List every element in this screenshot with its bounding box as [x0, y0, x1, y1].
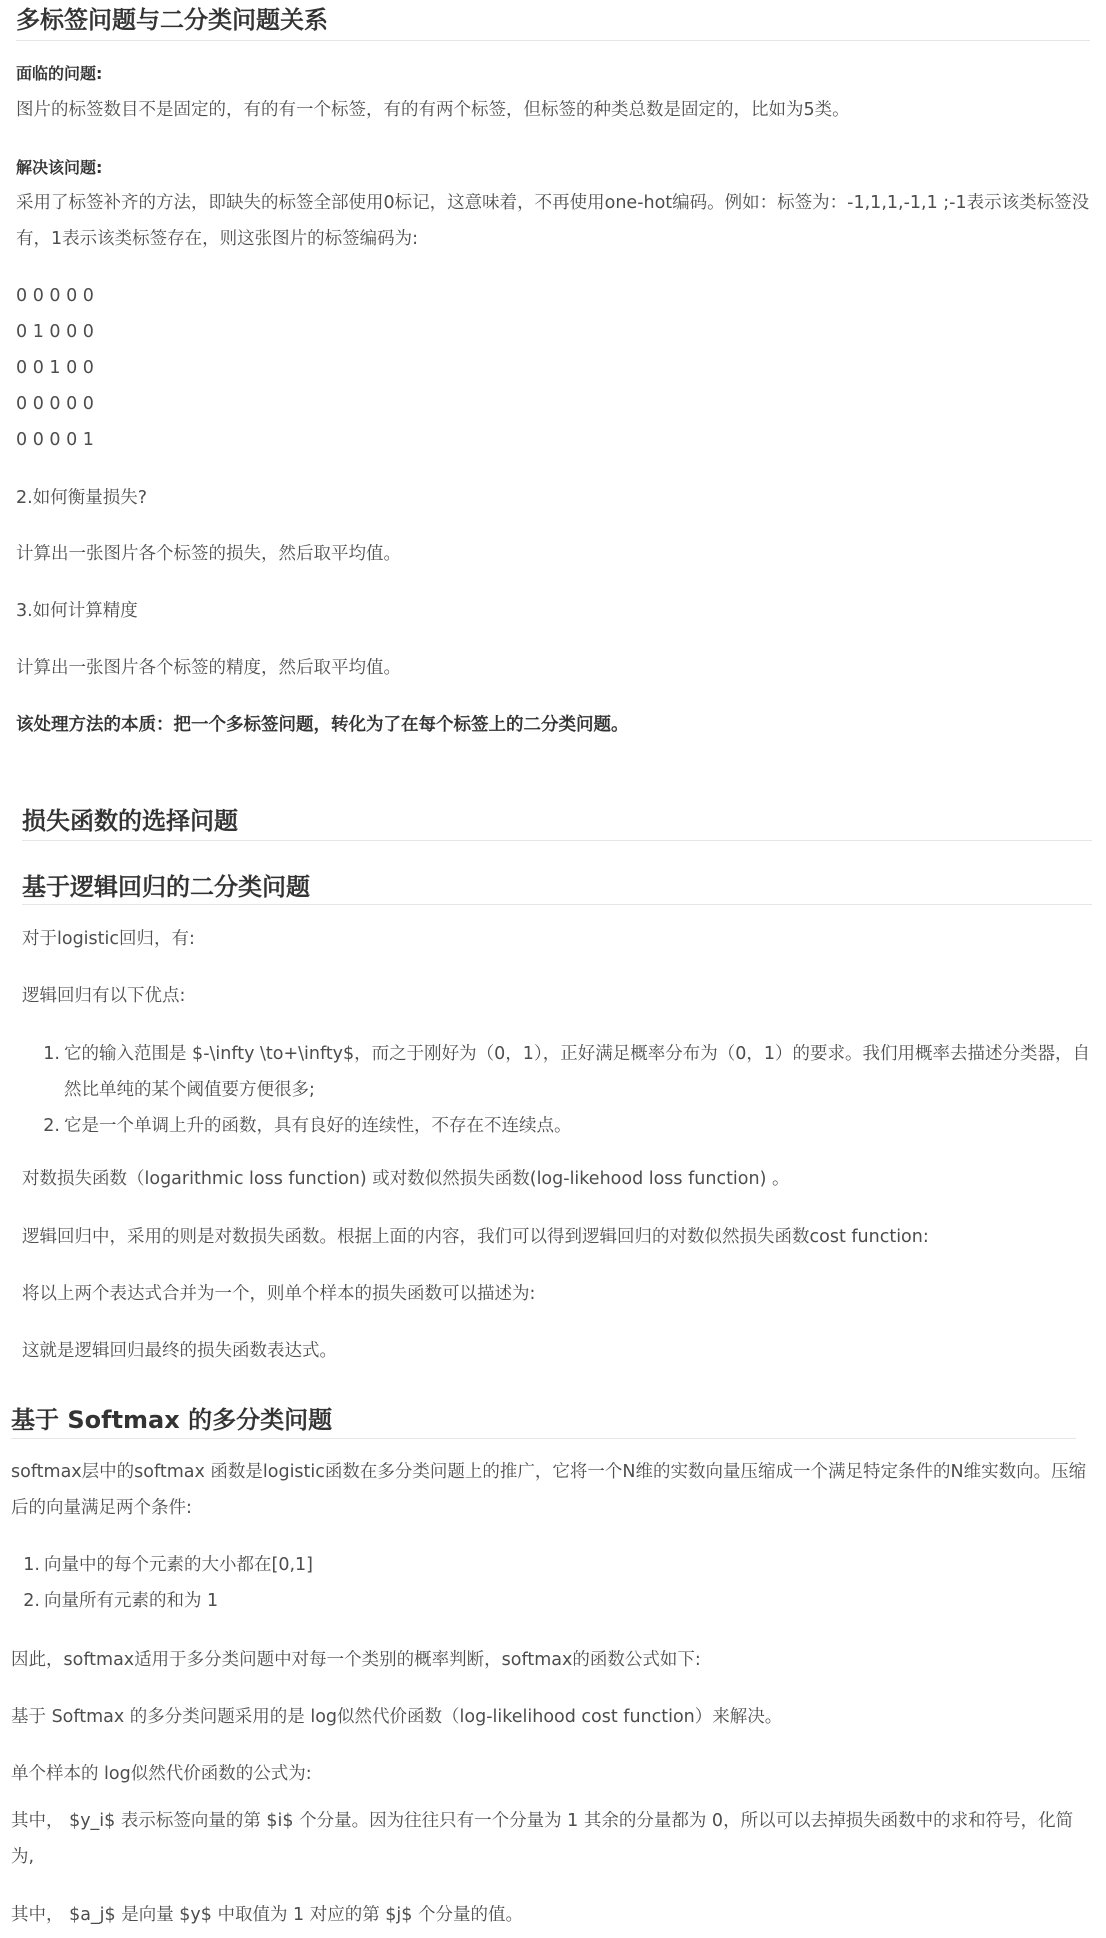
merge-text: 将以上两个表达式合并为一个，则单个样本的损失函数可以描述为: [22, 1284, 536, 1304]
subsection-title-logistic: 基于逻辑回归的二分类问题 [22, 873, 310, 901]
title-divider [16, 40, 1090, 41]
single-sample-text: 单个样本的 log似然代价函数的公式为: [11, 1764, 312, 1784]
list-number: 2. [43, 1116, 60, 1136]
list-text: 它的输入范围是 $-\infty \to+\infty$，而之于刚好为（0，1），正好满足概率分布为（0，1）的要求。我们用概率去描述分类器，自然比单纯的某个阈值要方便很多; [64, 1044, 1090, 1100]
problem-label: 面临的问题: [16, 64, 103, 83]
section-title-loss-choice: 损失函数的选择问题 [22, 807, 238, 835]
softmax-intro: softmax层中的softmax 函数是logistic函数在多分类问题上的推广，它将一个N维的实数向量压缩成一个满足特定条件的N维实数向。压缩后的向量满足两个条件: [11, 1462, 1087, 1518]
advantages-intro: 逻辑回归有以下优点: [22, 986, 186, 1006]
explanation-text: 其中， $y_i$ 表示标签向量的第 $i$ 个分量。因为往往只有一个分量为 1 其余的分量都为 0，所以可以去掉损失函数中的求和符号，化简为, [11, 1811, 1074, 1867]
list-text: 向量所有元素的和为 1 [44, 1591, 219, 1611]
title-divider [11, 1438, 1076, 1439]
list-number: 1. [43, 1044, 60, 1064]
section-title-softmax: 基于 Softmax 的多分类问题 [11, 1406, 333, 1434]
logistic-intro: 对于logistic回归，有: [22, 929, 195, 949]
final-note-text: 其中， $a_j$ 是向量 $y$ 中取值为 1 对应的第 $j$ 个分量的值。 [11, 1905, 523, 1925]
section-title-multilabel: 多标签问题与二分类问题关系 [16, 6, 328, 34]
code-line: 0 0 1 0 0 [16, 358, 94, 378]
list-item [38, 1036, 1096, 1108]
list-text: 向量中的每个元素的大小都在[0,1] [44, 1555, 313, 1575]
list-number: 1. [23, 1555, 40, 1575]
question-accuracy: 3.如何计算精度 [16, 601, 138, 621]
solution-label: 解决该问题: [16, 158, 103, 177]
list-number: 2. [23, 1591, 40, 1611]
list-item [38, 1108, 1096, 1144]
log-likelihood-text: 基于 Softmax 的多分类问题采用的是 log似然代价函数（log-likelihood cost function）来解决。 [11, 1707, 783, 1727]
answer-loss: 计算出一张图片各个标签的损失，然后取平均值。 [16, 544, 401, 564]
loss-function-definition: 对数损失函数（logarithmic loss function) 或对数似然损失函数(log-likehood loss function) 。 [22, 1169, 790, 1189]
softmax-formula-intro: 因此，softmax适用于多分类问题中对每一个类别的概率判断，softmax的函数公式如下: [11, 1650, 701, 1670]
final-expression-text: 这就是逻辑回归最终的损失函数表达式。 [22, 1341, 337, 1361]
solution-text: 采用了标签补齐的方法，即缺失的标签全部使用0标记，这意味着，不再使用one-hot编码。例如：标签为：-1,1,1,-1,1 ;-1表示该类标签没有，1表示该类标签存在，则这张图片的标签编码为: [16, 193, 1090, 249]
question-loss: 2.如何衡量损失? [16, 488, 147, 508]
answer-accuracy: 计算出一张图片各个标签的精度，然后取平均值。 [16, 658, 401, 678]
logistic-cost-text: 逻辑回归中，采用的则是对数损失函数。根据上面的内容，我们可以得到逻辑回归的对数似然损失函数cost function: [22, 1227, 929, 1247]
list-item [18, 1547, 313, 1583]
title-divider [22, 840, 1092, 841]
list-item [18, 1583, 218, 1619]
code-line: 0 0 0 0 0 [16, 286, 94, 306]
list-text: 它是一个单调上升的函数，具有良好的连续性，不存在不连续点。 [64, 1116, 572, 1136]
title-divider [22, 904, 1092, 905]
code-line: 0 0 0 0 1 [16, 430, 94, 450]
essence-statement: 该处理方法的本质：把一个多标签问题，转化为了在每个标签上的二分类问题。 [16, 715, 629, 735]
code-line: 0 1 0 0 0 [16, 322, 94, 342]
code-line: 0 0 0 0 0 [16, 394, 94, 414]
problem-text: 图片的标签数目不是固定的，有的有一个标签，有的有两个标签，但标签的种类总数是固定的，比如为5类。 [16, 100, 850, 120]
